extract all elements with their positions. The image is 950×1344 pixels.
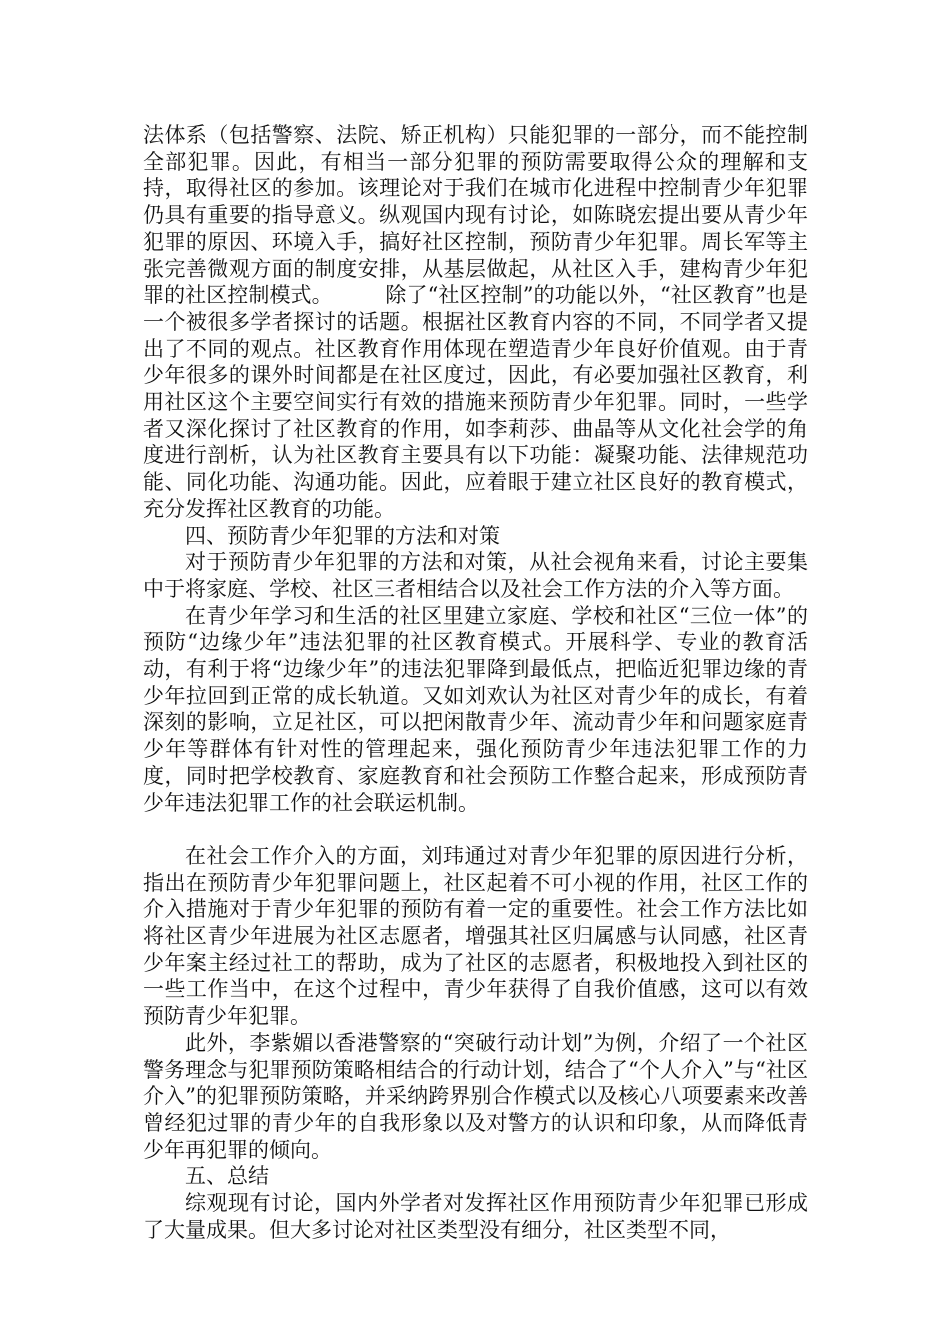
document-body — [143, 122, 808, 1244]
body-paragraph-2: 对于预防青少年犯罪的方法和对策，从社会视角来看，讨论主要集中于将家庭、学校、社区三者相结合以及社会工作方法的介入等方面。 — [143, 550, 808, 601]
body-paragraph-5: 此外，李紫媚以香港警察的“突破行动计划”为例，介绍了一个社区警务理念与犯罪预防策略相结合的行动计划，结合了“个人介入”与“社区介入”的犯罪预防策略，并采纳跨界别合作模式以及核心八项要素来改善曾经犯过罪的青少年的自我形象以及对警方的认识和印象，从而降低青少年再犯罪的倾向。 — [143, 1030, 808, 1162]
body-paragraph-6: 综观现有讨论，国内外学者对发挥社区作用预防青少年犯罪已形成了大量成果。但大多讨论对社区类型没有细分，社区类型不同， — [143, 1191, 808, 1242]
section-heading-4: 四、预防青少年犯罪的方法和对策 — [185, 523, 500, 548]
body-paragraph-1: 法体系（包括警察、法院、矫正机构）只能犯罪的一部分，而不能控制全部犯罪。因此，有相当一部分犯罪的预防需要取得公众的理解和支持，取得社区的参加。该理论对于我们在城市化进程中控制青少年犯罪仍具有重要的指导意义。纵观国内现有讨论，如陈晓宏提出要从青少年犯罪的原因、环境入手，搞好社区控制，预防青少年犯罪。周长军等主张完善微观方面的制度安排，从基层做起，从社区入手，建构青少年犯罪的社区控制模式。 除了“社区控制”的功能以外，“社区教育”也是一个被很多学者探讨的话题。根据社区教育内容的不同，不同学者又提出了不同的观点。社区教育作用体现在塑造青少年良好价值观。由于青少年很多的课外时间都是在社区度过，因此，有必要加强社区教育，利用社区这个主要空间实行有效的措施来预防青少年犯罪。同时，一些学者又深化探讨了社区教育的作用，如李莉莎、曲晶等从文化社会学的角度进行剖析，认为社区教育主要具有以下功能：凝聚功能、法律规范功能、同化功能、沟通功能。因此，应着眼于建立社区良好的教育模式，充分发挥社区教育的功能。 — [143, 123, 808, 521]
section-heading-5: 五、总结 — [185, 1164, 269, 1189]
body-paragraph-3: 在青少年学习和生活的社区里建立家庭、学校和社区“三位一体”的预防“边缘少年”违法犯罪的社区教育模式。开展科学、专业的教育活动，有利于将“边缘少年”的违法犯罪降到最低点，把临近犯罪边缘的青少年拉回到正常的成长轨道。又如刘欢认为社区对青少年的成长，有着深刻的影响，立足社区，可以把闲散青少年、流动青少年和问题家庭青少年等群体有针对性的管理起来，强化预防青少年违法犯罪工作的力度，同时把学校教育、家庭教育和社会预防工作整合起来，形成预防青少年违法犯罪工作的社会联运机制。 — [143, 603, 808, 815]
body-paragraph-4: 在社会工作介入的方面，刘玮通过对青少年犯罪的原因进行分析，指出在预防青少年犯罪问题上，社区起着不可小视的作用，社区工作的介入措施对于青少年犯罪的预防有着一定的重要性。社会工作方法比如将社区青少年进展为社区志愿者，增强其社区归属感与认同感，社区青少年案主经过社工的帮助，成为了社区的志愿者，积极地投入到社区的一些工作当中，在这个过程中，青少年获得了自我价值感，这可以有效预防青少年犯罪。 — [143, 843, 808, 1029]
